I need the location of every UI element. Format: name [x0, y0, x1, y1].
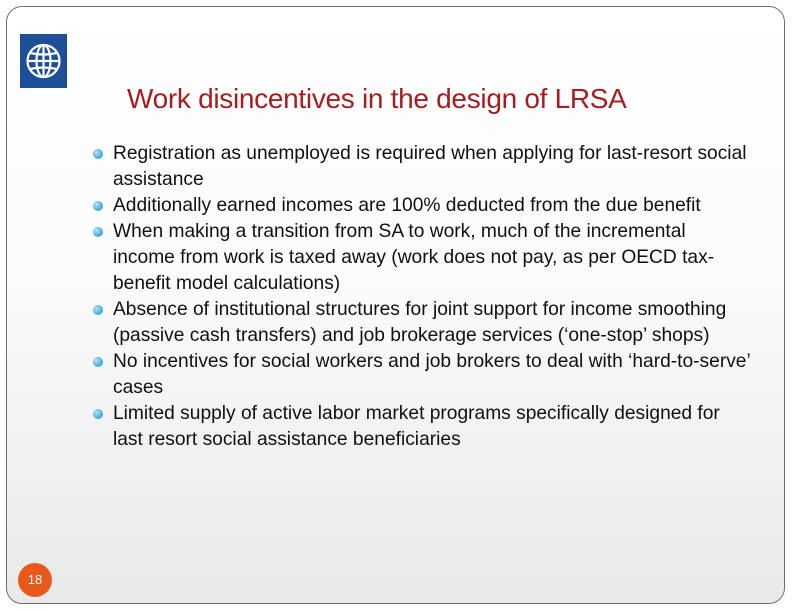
- world-bank-globe-icon: [20, 34, 67, 88]
- bullet-item: [91, 297, 751, 349]
- bullet-item: [91, 219, 751, 297]
- bullet-text: Limited supply of active labor market programs specifically designed for last resort social assistance beneficiaries: [113, 403, 720, 450]
- bullet-text: Additionally earned incomes are 100% deducted from the due benefit: [113, 195, 701, 216]
- bullet-item: [91, 349, 751, 401]
- bullet-text: Registration as unemployed is required when applying for last-resort social assistance: [113, 143, 747, 190]
- bullet-dot-icon: [93, 227, 103, 237]
- bullet-dot-icon: [93, 357, 103, 367]
- bullet-text: No incentives for social workers and job brokers to deal with ‘hard-to-serve’ cases: [113, 351, 751, 398]
- bullet-dot-icon: [93, 409, 103, 419]
- slide-title: Work disincentives in the design of LRSA: [127, 83, 627, 114]
- bullet-item: [91, 401, 751, 453]
- bullet-item: [91, 193, 751, 219]
- bullet-text: Absence of institutional structures for joint support for income smoothing (passive cash transfers) and job brokerage services (‘one-stop’ shops): [113, 299, 727, 346]
- bullet-dot-icon: [93, 201, 103, 211]
- bullet-list: [91, 141, 751, 453]
- bullet-item: [91, 141, 751, 193]
- bullet-dot-icon: [93, 305, 103, 315]
- page-number-badge: 18: [18, 563, 52, 597]
- slide: [6, 6, 785, 604]
- bullet-dot-icon: [93, 149, 103, 159]
- bullet-text: When making a transition from SA to work, much of the incremental income from work is taxed away (work does not pay, as per OECD tax-benefit model calculations): [113, 221, 715, 294]
